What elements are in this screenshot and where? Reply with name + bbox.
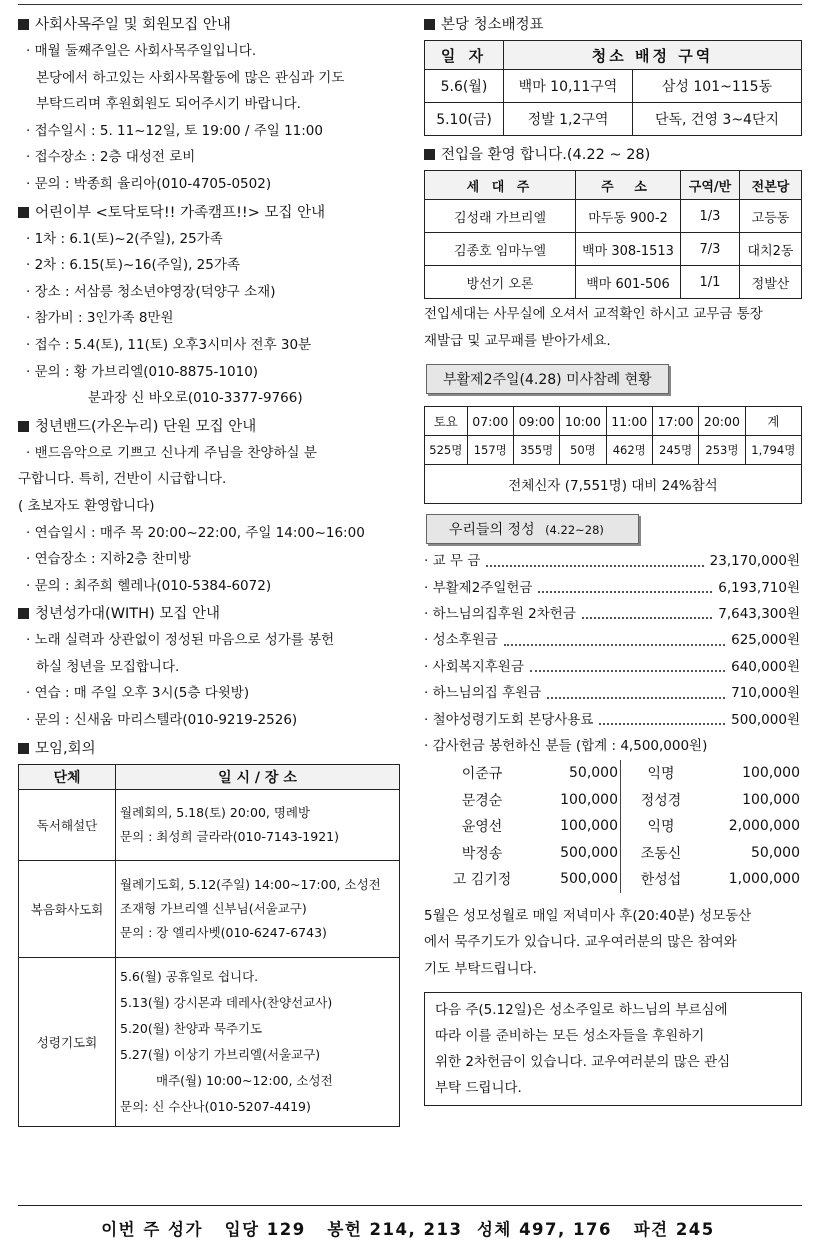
schedule-line: 조재형 가브리엘 신부님(서울교구)	[120, 900, 307, 916]
text-line: · 장소 : 서삼릉 청소년야영장(덕양구 소재)	[26, 283, 276, 300]
schedule-cell	[116, 789, 400, 860]
table-cell: 5.6(월)	[425, 70, 504, 103]
table-cell: 백마 10,11구역	[504, 70, 633, 103]
vocation-sunday-box	[424, 992, 802, 1106]
text-line: · 연습일시 : 매주 목 20:00~22:00, 주일 14:00~16:00	[26, 524, 365, 541]
table-header: 세 대 주	[425, 171, 576, 200]
text-line: 하실 청년을 모집합니다.	[36, 658, 180, 675]
table-header: 11:00	[606, 407, 652, 436]
table-header: 청소 배정 구역	[504, 41, 802, 70]
table-cell: 157명	[467, 436, 513, 465]
table-cell: 고등동	[740, 200, 802, 233]
square-bullet-icon	[18, 608, 29, 619]
table-cell: 대치2동	[740, 233, 802, 266]
section-title: 어린이부 <토닥토닥!! 가족캠프!!> 모집 안내	[18, 200, 400, 226]
donor-table	[436, 760, 800, 893]
table-row	[425, 233, 802, 266]
text-line: 기도 부탁드립니다.	[424, 960, 537, 977]
group-name: 독서해설단	[19, 789, 116, 860]
table-cell: 백마 601-506	[576, 266, 681, 299]
right-column	[424, 10, 804, 1106]
text-line: · 연습 : 매 주일 오후 3시(5층 다윗방)	[26, 685, 250, 702]
donor-name: 문경순	[461, 792, 503, 809]
table-header: 20:00	[699, 407, 745, 436]
table-header: 10:00	[560, 407, 606, 436]
list-item: · 하느님의집 후원금 710,000원	[424, 680, 800, 706]
family-camp-section	[18, 200, 400, 412]
table-cell: 1,794명	[745, 436, 801, 465]
schedule-line: 5.27(월) 이상기 가브리엘(서울교구)	[120, 1046, 321, 1062]
text-line: · 매월 둘째주일은 사회사목주일입니다.	[26, 43, 257, 59]
mass-attendance-table	[424, 406, 802, 504]
text-line: · 2차 : 6.15(토)~16(주일), 25가족	[26, 257, 240, 274]
schedule-line: 5.6(월) 공휴일로 쉽니다.	[120, 968, 259, 984]
table-cell: 마두동 900-2	[576, 200, 681, 233]
text-line: 위한 2차헌금이 있습니다. 교우여러분의 많은 관심	[435, 1054, 731, 1071]
mass-attendance-section	[424, 364, 804, 504]
section-title: 본당 청소배정표	[424, 12, 804, 38]
donor-name: 한성섭	[640, 872, 682, 889]
meetings-section	[18, 736, 400, 1127]
square-bullet-icon	[18, 19, 29, 30]
table-cell: 삼성 101~115동	[633, 70, 802, 103]
donor-name: 익명	[647, 765, 675, 782]
table-row	[425, 70, 802, 103]
list-item: · 하느님의집후원 2차헌금 7,643,300원	[424, 601, 800, 627]
table-row	[19, 860, 400, 957]
table-header: 17:00	[652, 407, 698, 436]
text-line: 본당에서 하고있는 사회사목활동에 많은 관심과 기도	[36, 69, 345, 86]
offering-list	[424, 548, 800, 733]
table-header: 일 자	[425, 41, 504, 70]
donor-amount: 50,000	[528, 760, 621, 787]
text-line: 에서 묵주기도가 있습니다. 교우여러분의 많은 참여와	[424, 934, 737, 951]
table-header: 토요	[425, 407, 468, 436]
donor-amount: 50,000	[751, 844, 800, 861]
table-header: 일 시 / 장 소	[116, 764, 400, 789]
schedule-cell	[116, 957, 400, 1126]
donor-amount: 100,000	[528, 813, 621, 840]
table-cell: 단독, 건영 3~4단지	[633, 103, 802, 136]
donor-amount: 100,000	[528, 786, 621, 813]
schedule-line: 5.20(월) 찬양과 묵주기도	[120, 1020, 263, 1036]
text-line: · 문의 : 박종희 율리아(010-4705-0502)	[26, 175, 272, 192]
schedule-line: 문의 : 최성희 글라라(010-7143-1921)	[120, 828, 339, 844]
text-line: · 노래 실력과 상관없이 정성된 마음으로 성가를 봉헌	[26, 632, 335, 649]
list-item: · 교 무 금 23,170,000원	[424, 548, 800, 574]
table-row	[425, 200, 802, 233]
text-line: · 문의 : 황 가브리엘(010-8875-1010)	[26, 363, 259, 380]
section-title: 청년밴드(가온누리) 단원 모집 안내	[18, 414, 400, 440]
text-line: · 연습장소 : 지하2층 찬미방	[26, 551, 192, 568]
text-line: · 참가비 : 3인가족 8만원	[26, 310, 174, 327]
table-header: 09:00	[513, 407, 559, 436]
left-column	[18, 10, 400, 1127]
footer-rule	[18, 1205, 802, 1206]
cleaning-table	[424, 40, 802, 136]
rosary-notice	[424, 903, 804, 983]
text-line: 구합니다. 특히, 건반이 시급합니다.	[18, 471, 227, 488]
list-item: · 철야성령기도회 본당사용료 500,000원	[424, 707, 800, 733]
square-bullet-icon	[18, 207, 29, 218]
table-cell: 1/3	[681, 200, 740, 233]
cleaning-schedule-section	[424, 12, 804, 136]
donor-name: 정성경	[640, 792, 682, 809]
social-ministry-section	[18, 12, 400, 198]
section-title: 전입을 환영 합니다.(4.22 ~ 28)	[424, 142, 804, 168]
schedule-line: 문의 : 장 엘리사벳(010-6247-6743)	[120, 924, 327, 940]
welcome-table	[424, 170, 802, 299]
table-row	[436, 786, 800, 813]
mass-attendance-title: 부활제2주일(4.28) 미사참례 현황	[426, 364, 669, 394]
square-bullet-icon	[424, 149, 435, 160]
section-title: 사회사목주일 및 회원모집 안내	[18, 12, 400, 38]
table-row	[436, 839, 800, 866]
table-header: 주 소	[576, 171, 681, 200]
text-line: 분과장 신 바오로(010-3377-9766)	[88, 390, 303, 407]
table-row	[425, 407, 802, 436]
offering-section	[424, 514, 804, 892]
text-line: · 1차 : 6.1(토)~2(주일), 25가족	[26, 230, 223, 247]
table-row	[425, 103, 802, 136]
table-header: 07:00	[467, 407, 513, 436]
list-item: · 부활제2주일헌금 6,193,710원	[424, 575, 800, 601]
group-name: 복음화사도회	[19, 860, 116, 957]
donor-name: 박정송	[461, 845, 503, 862]
table-row	[425, 266, 802, 299]
donor-amount: 2,000,000	[728, 818, 800, 835]
donor-name: 고 김기정	[452, 872, 512, 889]
table-cell: 355명	[513, 436, 559, 465]
youth-band-section	[18, 414, 400, 600]
table-cell: 김성래 가브리엘	[425, 200, 576, 233]
offering-title: 우리들의 정성 (4.22~28)	[426, 514, 639, 544]
table-row	[436, 866, 800, 893]
table-cell: 김종호 임마누엘	[425, 233, 576, 266]
text-line: 다음 주(5.12일)은 성소주일로 하느님의 부르심에	[435, 1002, 728, 1019]
table-header: 단체	[19, 764, 116, 789]
table-cell: 5.10(금)	[425, 103, 504, 136]
donor-amount: 100,000	[742, 791, 800, 808]
table-cell: 백마 308-1513	[576, 233, 681, 266]
text-line: 따라 이를 준비하는 모든 성소자들을 후원하기	[435, 1028, 705, 1045]
table-cell: 7/3	[681, 233, 740, 266]
text-line: 부탁 드립니다.	[435, 1080, 522, 1097]
table-header: 구역/반	[681, 171, 740, 200]
donor-amount: 500,000	[528, 866, 621, 893]
meetings-table	[18, 764, 400, 1127]
hymn-footer: 이번 주 성가 입당 129 봉헌 214, 213 성체 497, 176 파견 245	[101, 1220, 715, 1239]
text-line: 5월은 성모성월로 매일 저녁미사 후(20:40분) 성모동산	[424, 907, 752, 924]
schedule-line: 월례기도회, 5.12(주일) 14:00~17:00, 소성전	[120, 876, 381, 892]
welcome-section	[424, 142, 804, 354]
list-item: · 성소후원금 625,000원	[424, 627, 800, 653]
table-cell: 253명	[699, 436, 745, 465]
donor-name: 이준규	[461, 765, 503, 782]
table-row	[436, 813, 800, 840]
text-line: 재발급 및 교무패를 받아가세요.	[424, 332, 611, 349]
table-cell: 1/1	[681, 266, 740, 299]
table-cell: 정발 1,2구역	[504, 103, 633, 136]
youth-choir-section	[18, 601, 400, 733]
thanks-title: · 감사헌금 봉헌하신 분들 (합계 : 4,500,000원)	[424, 738, 708, 755]
donor-amount: 1,000,000	[728, 871, 800, 888]
text-line: · 접수장소 : 2층 대성전 로비	[26, 149, 196, 166]
table-cell: 525명	[425, 436, 468, 465]
table-cell: 방선기 오론	[425, 266, 576, 299]
donor-name: 조동신	[640, 845, 682, 862]
group-name: 성령기도회	[19, 957, 116, 1126]
schedule-cell	[116, 860, 400, 957]
table-row	[436, 760, 800, 787]
table-cell: 정발산	[740, 266, 802, 299]
text-line: · 접수일시 : 5. 11~12일, 토 19:00 / 주일 11:00	[26, 122, 323, 139]
text-line: · 밴드음악으로 기쁘고 신나게 주님을 찬양하실 분	[26, 444, 317, 461]
table-row	[19, 789, 400, 860]
list-item: · 사회복지후원금 640,000원	[424, 654, 800, 680]
table-cell: 245명	[652, 436, 698, 465]
table-header: 계	[745, 407, 801, 436]
text-line: 부탁드리며 후원회원도 되어주시기 바랍니다.	[36, 96, 301, 113]
text-line: · 문의 : 최주희 헬레나(010-5384-6072)	[26, 577, 272, 594]
donor-amount: 500,000	[528, 839, 621, 866]
table-cell: 462명	[606, 436, 652, 465]
square-bullet-icon	[18, 743, 29, 754]
donor-name: 윤영선	[461, 819, 503, 836]
section-title: 청년성가대(WITH) 모집 안내	[18, 601, 400, 627]
schedule-line: 매주(월) 10:00~12:00, 소성전	[156, 1072, 333, 1088]
schedule-line: 문의: 신 수산나(010-5207-4419)	[120, 1098, 311, 1114]
text-line: · 접수 : 5.4(토), 11(토) 오후3시미사 전후 30분	[26, 336, 312, 353]
table-row	[425, 465, 802, 504]
square-bullet-icon	[424, 19, 435, 30]
donor-name: 익명	[647, 819, 675, 836]
table-row	[19, 957, 400, 1126]
text-line: ( 초보자도 환영합니다)	[18, 497, 155, 514]
section-title: 모임,회의	[18, 736, 400, 762]
table-cell: 전체신자 (7,551명) 대비 24%참석	[425, 465, 802, 504]
schedule-line: 월례회의, 5.18(토) 20:00, 명례방	[120, 804, 311, 820]
text-line: 전입세대는 사무실에 오셔서 교적확인 하시고 교무금 통장	[424, 306, 763, 322]
table-row	[425, 436, 802, 465]
square-bullet-icon	[18, 421, 29, 432]
table-cell: 50명	[560, 436, 606, 465]
text-line: · 문의 : 신새움 마리스텔라(010-9219-2526)	[26, 712, 298, 729]
schedule-line: 5.13(월) 강시몬과 데레사(찬양선교사)	[120, 994, 333, 1010]
table-header: 전본당	[740, 171, 802, 200]
donor-amount: 100,000	[742, 764, 800, 781]
top-rule	[18, 4, 802, 5]
